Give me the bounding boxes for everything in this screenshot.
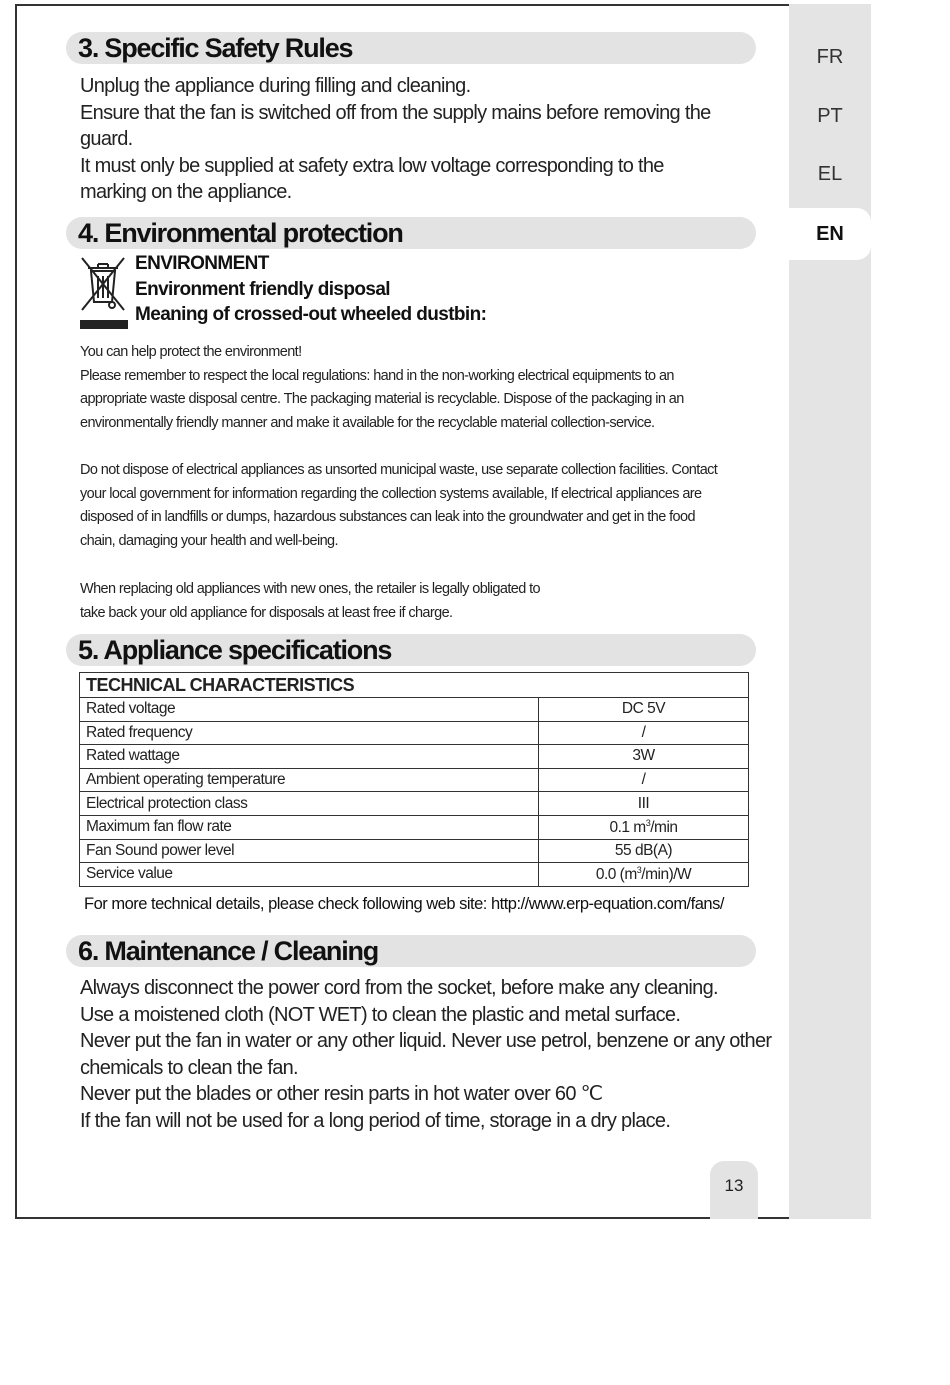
table-row	[80, 839, 749, 863]
spec-table	[79, 672, 749, 887]
spec-label: Electrical protection class	[80, 792, 539, 816]
page-number: 13	[710, 1161, 758, 1219]
value-suffix: /min	[650, 818, 678, 836]
text-line: guard.	[80, 128, 133, 150]
env-subheading: Environment friendly disposal	[135, 279, 390, 300]
text-line: It must only be supplied at safety extra low voltage corresponding to the	[80, 154, 664, 177]
lang-tab-en[interactable]: EN	[789, 208, 871, 260]
spec-value	[539, 863, 749, 887]
spec-label: Fan Sound power level	[80, 839, 539, 863]
spec-label: Rated wattage	[80, 745, 539, 769]
text-line: Please remember to respect the local regulations: hand in the non-working electrical equipments to an	[80, 367, 674, 384]
text-line: marking on the appliance.	[80, 181, 292, 203]
env-heading: ENVIRONMENT	[135, 253, 269, 274]
text-line: your local government for information regarding the collection systems available, If electrical appliances are	[80, 485, 702, 502]
spec-value: 55 dB(A)	[539, 839, 749, 863]
text-line: appropriate waste disposal centre. The packaging material is recyclable. Dispose of the packaging in an	[80, 391, 684, 407]
text-line: chemicals to clean the fan.	[80, 1056, 298, 1079]
spec-label: Maximum fan flow rate	[80, 815, 539, 839]
section-3-title: 3. Specific Safety Rules	[78, 33, 353, 63]
table-row	[80, 863, 749, 887]
value-text: 0.0 (m	[595, 866, 637, 884]
text-line: Ensure that the fan is switched off from the supply mains before removing the	[80, 101, 711, 124]
text-line: You can help protect the environment!	[80, 344, 302, 360]
text-line: take back your old appliance for disposals at least free if charge.	[80, 604, 453, 621]
spec-label: Rated frequency	[80, 721, 539, 745]
spec-value: DC 5V	[539, 698, 749, 722]
text-line: Always disconnect the power cord from the socket, before make any cleaning.	[80, 977, 718, 999]
text-line: Never put the blades or other resin parts in hot water over 60 ℃	[80, 1083, 603, 1105]
spec-value: 3W	[539, 745, 749, 769]
spec-label: Ambient operating temperature	[80, 768, 539, 792]
value-superscript: 3	[636, 864, 642, 875]
env-subheading: Meaning of crossed-out wheeled dustbin:	[135, 304, 487, 325]
table-row	[80, 721, 749, 745]
text-line: If the fan will not be used for a long period of time, storage in a dry place.	[80, 1109, 671, 1132]
section-6-body	[80, 975, 780, 1134]
spec-value: /	[539, 721, 749, 745]
text-line: Never put the fan in water or any other liquid. Never use petrol, benzene or any other	[80, 1030, 772, 1052]
table-row	[80, 698, 749, 722]
lang-tab-fr[interactable]: FR	[816, 46, 844, 68]
env-paragraph-3	[80, 578, 730, 625]
value-text: 0.1 m	[609, 818, 646, 836]
text-line: When replacing old appliances with new ones, the retailer is legally obligated to	[80, 581, 541, 597]
text-line: Unplug the appliance during filling and cleaning.	[80, 75, 471, 97]
table-row	[80, 768, 749, 792]
section-5-title: 5. Appliance specifications	[78, 635, 392, 665]
text-line: Do not dispose of electrical appliances as unsorted municipal waste, use separate collection facilities. Contact	[80, 462, 718, 478]
text-line: environmentally friendly manner and make it available for the recyclable material collection-service.	[80, 414, 655, 431]
table-header: TECHNICAL CHARACTERISTICS	[80, 673, 749, 698]
lang-tab-el[interactable]: EL	[817, 163, 843, 185]
table-header-row	[80, 673, 749, 698]
text-line: disposed of in landfills or dumps, hazardous substances can leak into the groundwater and get in the food	[80, 509, 695, 525]
section-3-body	[80, 73, 780, 206]
section-4-title: 4. Environmental protection	[78, 218, 403, 248]
text-line: Use a moistened cloth (NOT WET) to clean the plastic and metal surface.	[80, 1003, 681, 1026]
spec-label: Service value	[80, 863, 539, 887]
language-sidebar	[789, 4, 871, 1219]
table-row	[80, 745, 749, 769]
lang-tab-pt[interactable]: PT	[817, 105, 843, 127]
section-6-title: 6. Maintenance / Cleaning	[78, 936, 379, 966]
env-paragraph-2	[80, 459, 730, 553]
value-superscript: 3	[645, 817, 651, 828]
crossed-out-wheeled-bin-icon	[78, 254, 130, 332]
value-suffix: /min)/W	[641, 866, 692, 884]
spec-value	[539, 815, 749, 839]
text-line: chain, damaging your health and well-being.	[80, 532, 338, 549]
spec-value: III	[539, 792, 749, 816]
table-row	[80, 815, 749, 839]
technical-details-note: For more technical details, please check following web site: http://www.erp-equation.com/fans/	[84, 895, 724, 913]
env-paragraph-1	[80, 341, 730, 435]
spec-label: Rated voltage	[80, 698, 539, 722]
spec-value: /	[539, 768, 749, 792]
table-row	[80, 792, 749, 816]
